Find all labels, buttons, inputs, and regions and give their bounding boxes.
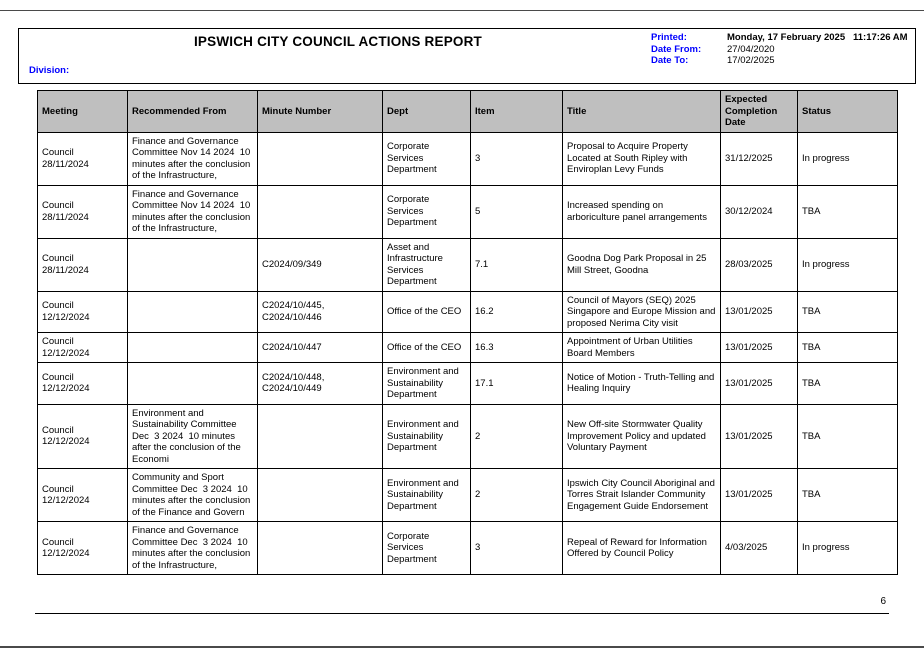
column-header-item: Item: [471, 91, 563, 133]
cell-expected-completion-date: 13/01/2025: [721, 469, 798, 522]
table-header-row: [38, 91, 898, 133]
cell-title: Council of Mayors (SEQ) 2025 Singapore and Europe Mission and proposed Nerima City visit: [563, 291, 721, 333]
cell-meeting: Council 28/11/2024: [38, 185, 128, 238]
cell-status: TBA: [798, 333, 898, 363]
table-row: [38, 291, 898, 333]
cell-status: In progress: [798, 132, 898, 185]
cell-item: 3: [471, 522, 563, 575]
cell-expected-completion-date: 13/01/2025: [721, 363, 798, 405]
cell-title: Repeal of Reward for Information Offered by Council Policy: [563, 522, 721, 575]
column-header-expected-completion-date: Expected Completion Date: [721, 91, 798, 133]
table-row: [38, 404, 898, 469]
cell-expected-completion-date: 13/01/2025: [721, 291, 798, 333]
cell-meeting: Council 12/12/2024: [38, 469, 128, 522]
table-row: [38, 469, 898, 522]
cell-item: 17.1: [471, 363, 563, 405]
cell-status: TBA: [798, 469, 898, 522]
cell-title: Goodna Dog Park Proposal in 25 Mill Street, Goodna: [563, 238, 721, 291]
cell-expected-completion-date: 13/01/2025: [721, 333, 798, 363]
cell-item: 2: [471, 469, 563, 522]
cell-meeting: Council 12/12/2024: [38, 522, 128, 575]
date-from-label: Date From:: [651, 43, 702, 55]
cell-recommended-from: Finance and Governance Committee Nov 14 2024 10 minutes after the conclusion of the Infrastructure,: [128, 132, 258, 185]
cell-minute-number: C2024/10/445, C2024/10/446: [258, 291, 383, 333]
cell-item: 16.3: [471, 333, 563, 363]
cell-meeting: Council 12/12/2024: [38, 291, 128, 333]
cell-meeting: Council 12/12/2024: [38, 333, 128, 363]
cell-meeting: Council 28/11/2024: [38, 132, 128, 185]
date-from-row: [651, 44, 908, 56]
cell-expected-completion-date: 31/12/2025: [721, 132, 798, 185]
cell-title: Proposal to Acquire Property Located at South Ripley with Enviroplan Levy Funds: [563, 132, 721, 185]
page-top-border: [0, 10, 924, 11]
cell-item: 7.1: [471, 238, 563, 291]
cell-meeting: Council 12/12/2024: [38, 404, 128, 469]
cell-minute-number: [258, 404, 383, 469]
cell-item: 5: [471, 185, 563, 238]
cell-item: 2: [471, 404, 563, 469]
cell-recommended-from: Environment and Sustainability Committee Dec 3 2024 10 minutes after the conclusion of the Economi: [128, 404, 258, 469]
cell-dept: Asset and Infrastructure Services Department: [383, 238, 471, 291]
page-number: 6: [880, 596, 886, 607]
cell-expected-completion-date: 30/12/2024: [721, 185, 798, 238]
cell-title: Appointment of Urban Utilities Board Members: [563, 333, 721, 363]
column-header-meeting: Meeting: [38, 91, 128, 133]
cell-dept: Environment and Sustainability Department: [383, 404, 471, 469]
cell-minute-number: [258, 185, 383, 238]
cell-recommended-from: Finance and Governance Committee Nov 14 2024 10 minutes after the conclusion of the Infrastructure,: [128, 185, 258, 238]
actions-table: [37, 90, 898, 575]
date-to-row: [651, 55, 908, 67]
cell-status: TBA: [798, 185, 898, 238]
page-title: IPSWICH CITY COUNCIL ACTIONS REPORT: [193, 34, 482, 49]
cell-meeting: Council 28/11/2024: [38, 238, 128, 291]
table-row: [38, 132, 898, 185]
cell-item: 3: [471, 132, 563, 185]
cell-status: In progress: [798, 238, 898, 291]
cell-minute-number: [258, 132, 383, 185]
page-bottom-border: [0, 646, 924, 648]
cell-expected-completion-date: 4/03/2025: [721, 522, 798, 575]
table-row: [38, 333, 898, 363]
date-to-value: 17/02/2025: [727, 55, 775, 66]
printed-label: Printed:: [651, 32, 687, 43]
table-row: [38, 185, 898, 238]
cell-dept: Office of the CEO: [383, 291, 471, 333]
printed-value: Monday, 17 February 2025 11:17:26 AM: [727, 32, 908, 43]
cell-recommended-from: [128, 363, 258, 405]
cell-item: 16.2: [471, 291, 563, 333]
footer-divider: [35, 613, 889, 614]
cell-title: Notice of Motion - Truth-Telling and Healing Inquiry: [563, 363, 721, 405]
date-from-value: 27/04/2020: [727, 43, 775, 55]
cell-title: Ipswich City Council Aboriginal and Torres Strait Islander Community Engagement Guide Endorsement: [563, 469, 721, 522]
cell-dept: Corporate Services Department: [383, 522, 471, 575]
table-row: [38, 238, 898, 291]
cell-title: Increased spending on arboriculture panel arrangements: [563, 185, 721, 238]
cell-dept: Environment and Sustainability Department: [383, 469, 471, 522]
table-row: [38, 522, 898, 575]
column-header-dept: Dept: [383, 91, 471, 133]
cell-minute-number: C2024/10/448, C2024/10/449: [258, 363, 383, 405]
cell-expected-completion-date: 13/01/2025: [721, 404, 798, 469]
division-label: Division:: [29, 65, 70, 76]
cell-dept: Office of the CEO: [383, 333, 471, 363]
cell-minute-number: [258, 469, 383, 522]
cell-status: TBA: [798, 404, 898, 469]
cell-minute-number: C2024/09/349: [258, 238, 383, 291]
date-to-label: Date To:: [651, 55, 689, 66]
column-header-minute-number: Minute Number: [258, 91, 383, 133]
cell-recommended-from: [128, 333, 258, 363]
cell-minute-number: C2024/10/447: [258, 333, 383, 363]
cell-status: TBA: [798, 291, 898, 333]
cell-dept: Corporate Services Department: [383, 185, 471, 238]
printed-row: [651, 32, 908, 44]
cell-title: New Off-site Stormwater Quality Improvement Policy and updated Voluntary Payment: [563, 404, 721, 469]
cell-recommended-from: [128, 238, 258, 291]
cell-recommended-from: [128, 291, 258, 333]
cell-recommended-from: Community and Sport Committee Dec 3 2024 10 minutes after the conclusion of the Finance and Govern: [128, 469, 258, 522]
cell-status: TBA: [798, 363, 898, 405]
column-header-recommended-from: Recommended From: [128, 91, 258, 133]
table-row: [38, 363, 898, 405]
column-header-title: Title: [563, 91, 721, 133]
print-info: [651, 32, 908, 67]
cell-meeting: Council 12/12/2024: [38, 363, 128, 405]
cell-dept: Corporate Services Department: [383, 132, 471, 185]
cell-dept: Environment and Sustainability Department: [383, 363, 471, 405]
column-header-status: Status: [798, 91, 898, 133]
cell-expected-completion-date: 28/03/2025: [721, 238, 798, 291]
report-header: [18, 28, 916, 84]
cell-minute-number: [258, 522, 383, 575]
cell-recommended-from: Finance and Governance Committee Dec 3 2024 10 minutes after the conclusion of the Infrastructure,: [128, 522, 258, 575]
cell-status: In progress: [798, 522, 898, 575]
